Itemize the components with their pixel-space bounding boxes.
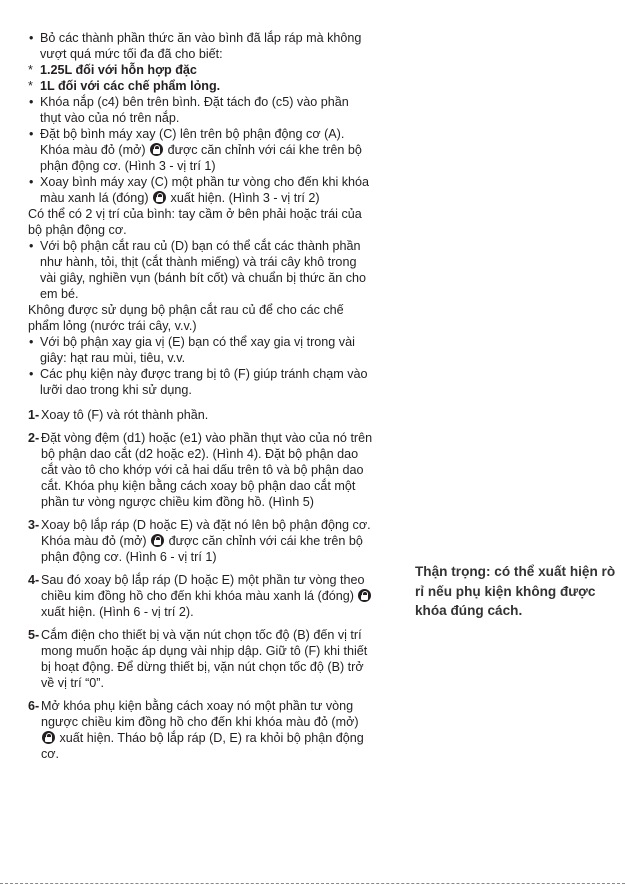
bullet-lock-lid — [28, 94, 373, 126]
bullet-text: được căn chỉnh với cái khe trên bộ phận động cơ. (Hình 3 - vị trí 1) — [40, 143, 362, 173]
step-number: 3- — [28, 518, 40, 532]
step-text: Sau đó xoay bộ lắp ráp (D hoặc E) một phần tư vòng theo chiều kim đồng hồ cho đến khi khóa màu xanh lá (đóng) — [41, 573, 365, 603]
bullet-turn-jug — [28, 174, 373, 206]
step-text: xuất hiện. Tháo bộ lắp ráp (D, E) ra khỏi bộ phận động cơ. — [41, 731, 364, 761]
step-number: 2- — [28, 431, 40, 445]
step-text: Xoay bộ lắp ráp (D hoặc E) và đặt nó lên bộ phận động cơ. Khóa màu đỏ (mở) — [41, 518, 371, 548]
bullet-text: Với bộ phận xay gia vị (E) bạn có thể xay gia vị trong vài giây: hạt rau mùi, tiêu, v.v. — [40, 335, 355, 365]
para-chopper-warning: Không được sử dụng bộ phận cắt rau củ để cho các chế phẩm lỏng (nước trái cây, v.v.) — [28, 303, 344, 333]
para-handle-position: Có thể có 2 vị trí của bình: tay cầm ở bên phải hoặc trái của bộ phận động cơ. — [28, 207, 362, 237]
bullet-text: Đặt bộ bình máy xay (C) lên trên bộ phận động cơ (A). Khóa màu đỏ (mở) — [40, 127, 345, 157]
step-text: Xoay tô (F) và rót thành phần. — [41, 408, 209, 422]
bullet-text: Với bộ phận cắt rau củ (D) bạn có thể cắt các thành phần như hành, tỏi, thịt (cắt thành miếng) và trái cây khô trong vài giây, nghiền vụn (bánh bít cốt) và chuẩn bị thức ăn cho em bé. — [40, 239, 367, 301]
step-number: 1- — [28, 408, 40, 422]
bullet-text: xuất hiện. (Hình 3 - vị trí 2) — [170, 191, 320, 205]
step-3 — [28, 517, 373, 565]
lock-closed-icon — [358, 589, 371, 602]
step-number: 4- — [28, 573, 40, 587]
step-text: Đặt vòng đệm (d1) hoặc (e1) vào phần thụt vào của nó trên bộ phận dao cắt (d2 hoặc e2). (Hình 4). Đặt bộ phận dao cắt vào tô cho khớp với cả hai dấu trên tô và bộ phận dao cắt. Khóa phụ kiện bằng cách xoay bộ phận dao cắt một phần tư vòng ngược chiều kim đồng hồ. (Hình 5) — [41, 431, 373, 509]
step-text: xuất hiện. (Hình 6 - vị trí 2). — [41, 605, 194, 619]
lock-open-icon — [151, 534, 164, 547]
instructions-column — [28, 30, 373, 762]
star-text: 1L đối với các chế phẩm lỏng. — [40, 79, 221, 93]
bullet-bowl — [28, 366, 373, 398]
step-number: 6- — [28, 699, 40, 713]
lock-closed-icon — [153, 191, 166, 204]
lock-open-icon — [42, 731, 55, 744]
step-1 — [28, 407, 373, 423]
step-2 — [28, 430, 373, 510]
bullet-spice-mill — [28, 334, 373, 366]
page-bottom-divider — [0, 883, 625, 884]
bullet-place-jug — [28, 126, 373, 174]
caution-note: Thận trọng: có thể xuất hiện rò rỉ nếu phụ kiện không được khóa đúng cách. — [415, 564, 616, 618]
step-text: được căn chỉnh với cái khe trên bộ phận động cơ. (Hình 6 - vị trí 1) — [41, 534, 363, 564]
bullet-text: Các phụ kiện này được trang bị tô (F) giúp tránh chạm vào lưỡi dao trong khi sử dụng. — [40, 367, 368, 397]
max-thick-mixture — [28, 62, 373, 78]
star-text: 1.25L đối với hỗn hợp đặc — [40, 63, 197, 77]
step-text: Mở khóa phụ kiện bằng cách xoay nó một phần tư vòng ngược chiều kim đồng hồ cho đến khi khóa màu đỏ (mở) — [41, 699, 359, 729]
bullet-text: Xoay bình máy xay (C) một phần tư vòng cho đến khi khóa màu xanh lá (đóng) — [40, 175, 370, 205]
step-text: Cắm điện cho thiết bị và vặn nút chọn tốc độ (B) đến vị trí mong muốn hoặc áp dụng vài nhịp dập. Giữ tô (F) khi thiết bị hoạt động. Để dừng thiết bị, vặn nút chọn tốc độ (B) trở về vị trí “0”. — [41, 628, 368, 690]
bullet-fill-jug — [28, 30, 373, 62]
step-6 — [28, 698, 373, 762]
bullet-text: Khóa nắp (c4) bên trên bình. Đặt tách đo (c5) vào phần thụt vào của nó trên nắp. — [40, 95, 349, 125]
bullet-chopper — [28, 238, 373, 302]
lock-open-icon — [150, 143, 163, 156]
step-number: 5- — [28, 628, 40, 642]
bullet-text: Bỏ các thành phần thức ăn vào bình đã lắp ráp mà không vượt quá mức tối đa đã cho biết: — [40, 31, 362, 61]
max-liquid — [28, 78, 373, 94]
step-4 — [28, 572, 373, 620]
step-5 — [28, 627, 373, 691]
